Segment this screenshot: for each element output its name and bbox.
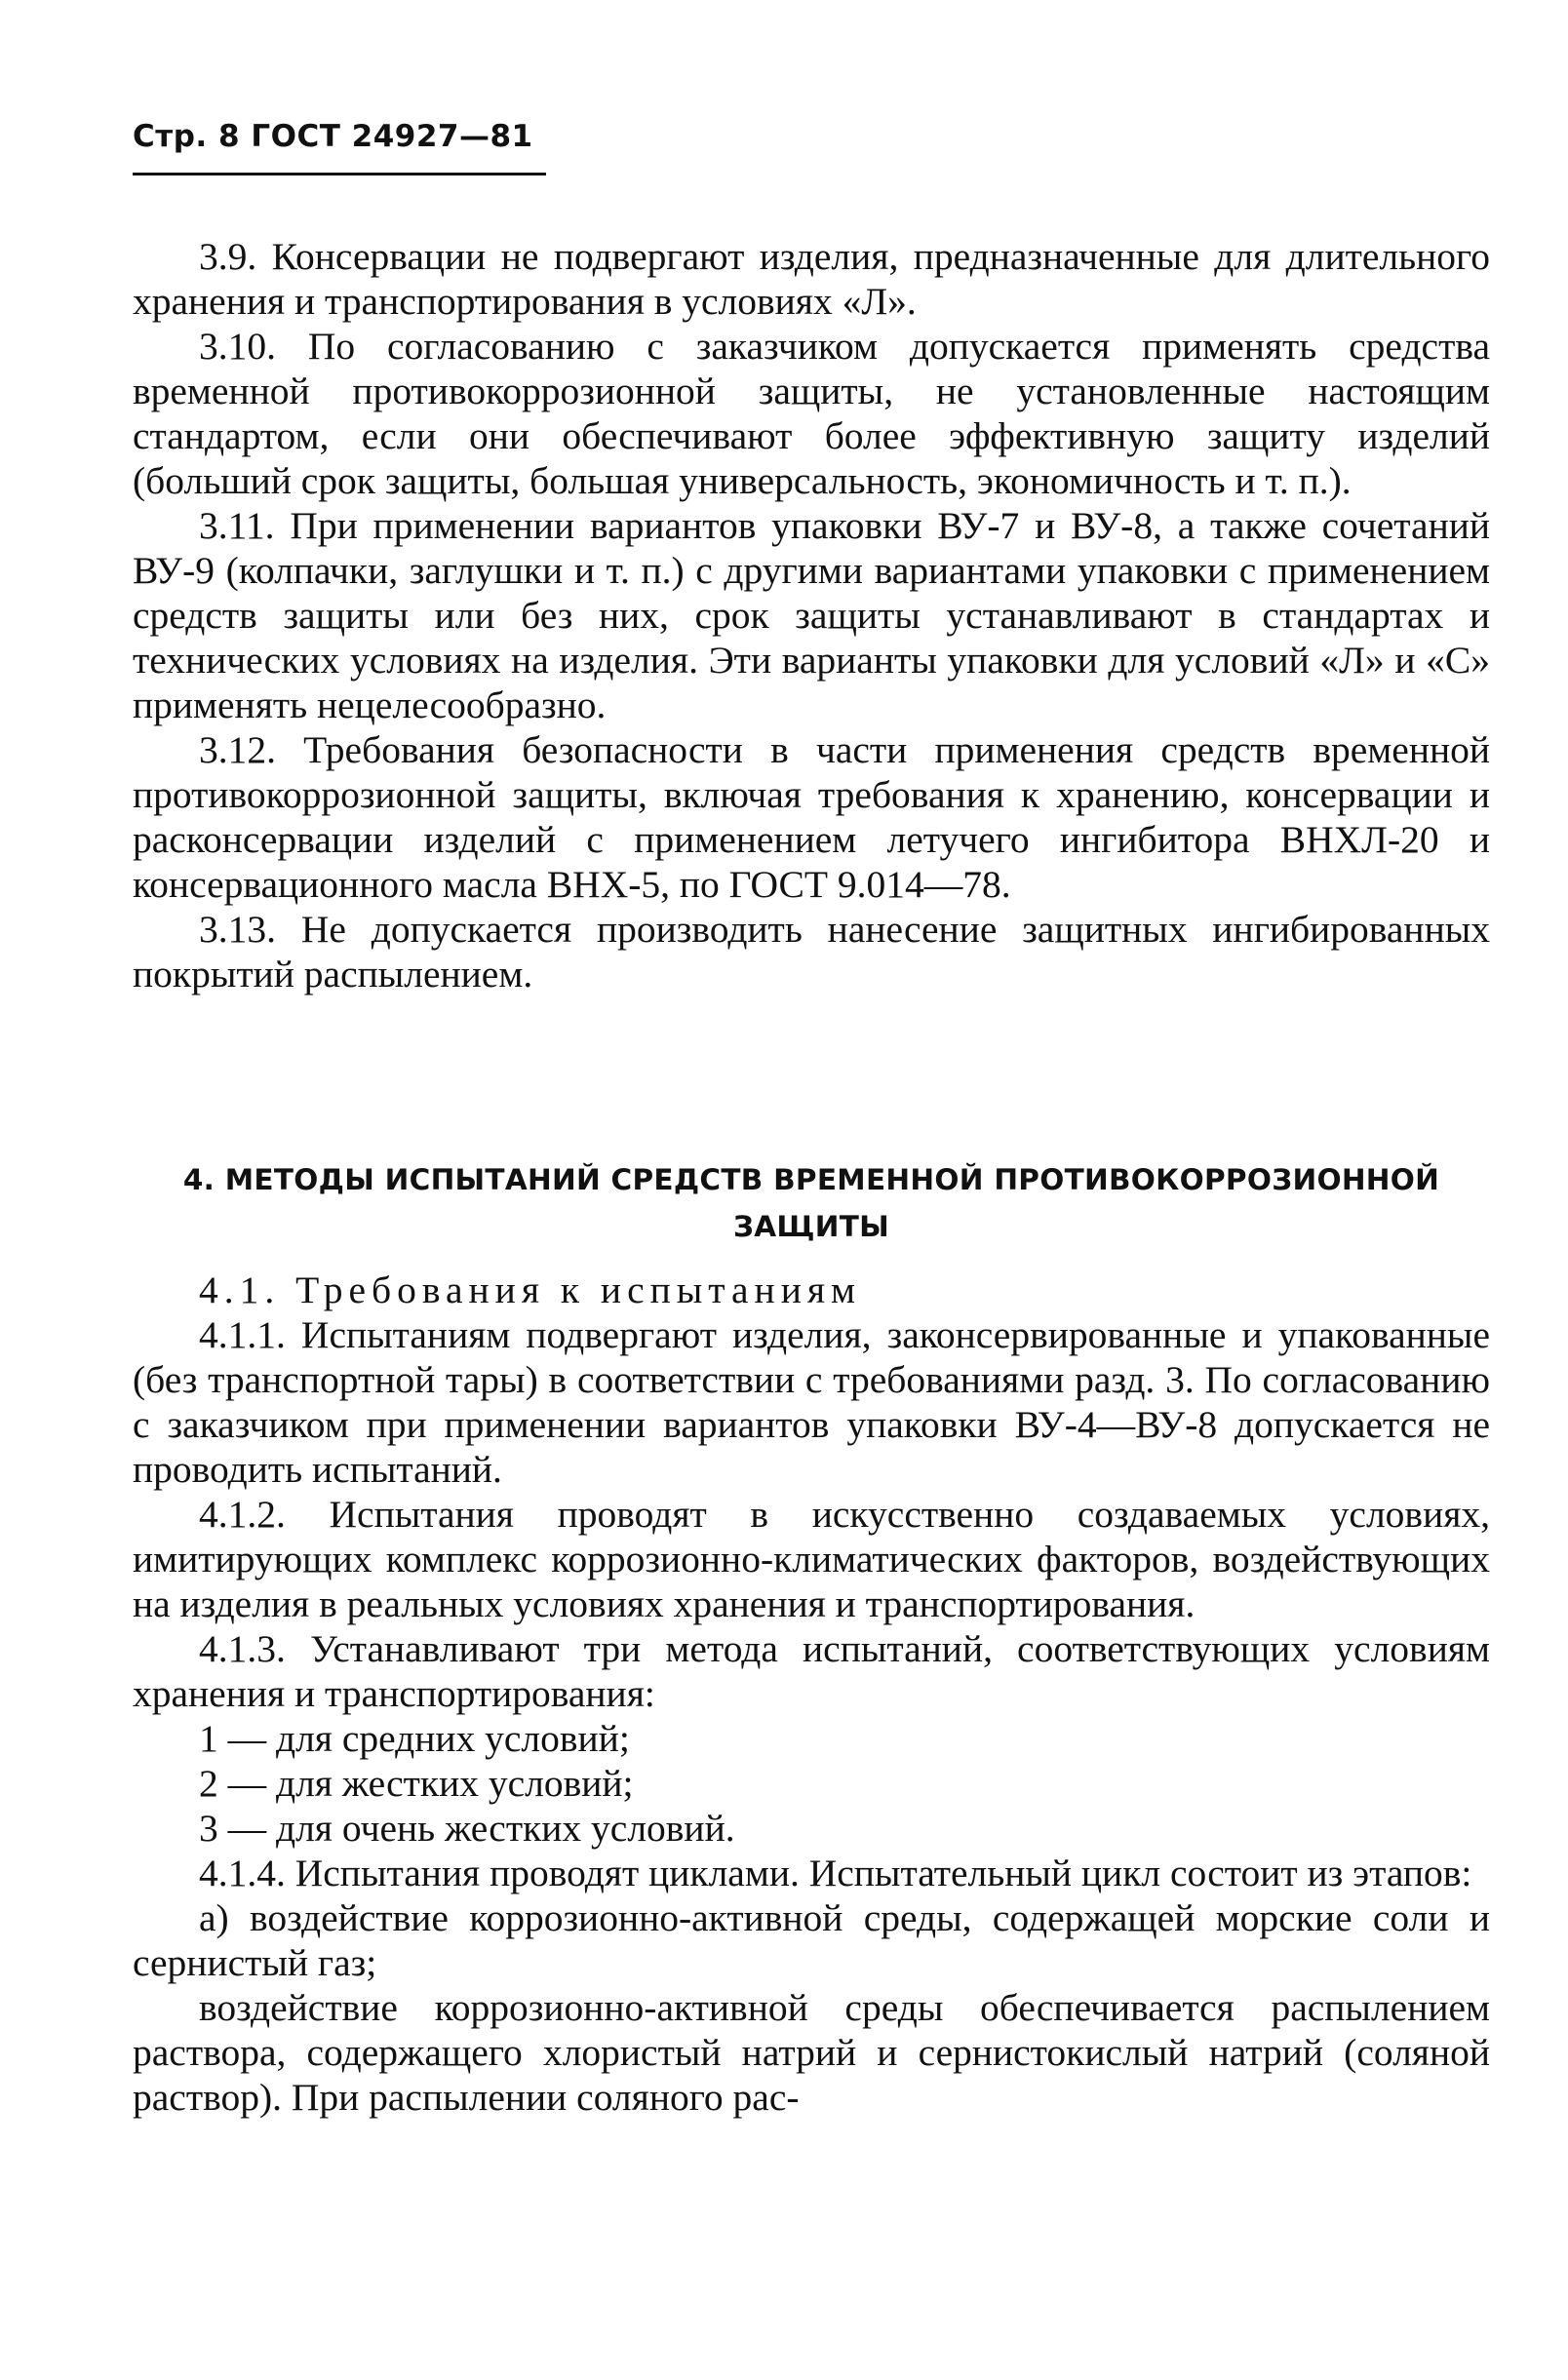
subheading-4-1: 4.1. Требования к испытаниям [199, 1268, 861, 1311]
clause-3-9: 3.9. Консервации не подвергают изделия, предназначенные для длительного хранения и транспортирования в условиях «Л». [133, 235, 1490, 323]
section-4-heading [133, 1156, 1490, 1250]
section-4-clauses [133, 1268, 1490, 2120]
section-4-heading-line2: ЗАЩИТЫ [732, 1210, 890, 1243]
method-2: 2 — для жестких условий; [199, 1762, 634, 1805]
running-head: Стр. 8 ГОСТ 24927—81 [133, 119, 533, 154]
method-3: 3 — для очень жестких условий. [199, 1807, 735, 1850]
clause-3-13: 3.13. Не допускается производить нанесение защитных ингибированных покрытий распылением. [133, 908, 1490, 995]
clause-3-11: 3.11. При применении вариантов упаковки ВУ-7 и ВУ-8, а также сочетаний ВУ-9 (колпачки, заглушки и т. п.) с другими вариантами упаковки с применением средств защиты или без них, срок защиты устанавливают в стандартах и технических условиях на изделия. Эти варианты упаковки для условий «Л» и «С» применять нецелесообразно. [133, 504, 1490, 726]
section-3-clauses [133, 234, 1490, 996]
clause-4-1-3: 4.1.3. Устанавливают три метода испытаний, соответствующих условиям хранения и транспортирования: [133, 1627, 1490, 1715]
clause-3-12: 3.12. Требования безопасности в части применения средств временной противокоррозионной защиты, включая требования к хранению, консервации и расконсервации изделий с применением летучего ингибитора ВНХЛ-20 и консервационного масла ВНХ-5, по ГОСТ 9.014—78. [133, 728, 1490, 906]
section-4-heading-line1: 4. МЕТОДЫ ИСПЫТАНИЙ СРЕДСТВ ВРЕМЕННОЙ ПРОТИВОКОРРОЗИОННОЙ [182, 1163, 1440, 1196]
clause-3-10: 3.10. По согласованию с заказчиком допускается применять средства временной противокоррозионной защиты, не установленные настоящим стандартом, если они обеспечивают более эффективную защиту изделий (больший срок защиты, большая универсальность, экономичность и т. п.). [133, 325, 1490, 502]
method-1: 1 — для средних условий; [199, 1717, 630, 1760]
stage-a: а) воздействие коррозионно-активной среды, содержащей морские соли и сернистый газ; [133, 1896, 1490, 1984]
clause-4-1-2: 4.1.2. Испытания проводят в искусственно создаваемых условиях, имитирующих комплекс коррозионно-климатических факторов, воздействующих на изделия в реальных условиях хранения и транспортирования. [133, 1493, 1490, 1625]
clause-4-1-1: 4.1.1. Испытаниям подвергают изделия, законсервированные и упакованные (без транспортной тары) в соответствии с требованиями разд. 3. По согласованию с заказчиком при применении вариантов упаковки ВУ-4—ВУ-8 допускается не проводить испытаний. [133, 1313, 1490, 1491]
header-rule [133, 173, 546, 176]
stage-a-detail: воздействие коррозионно-активной среды обеспечивается распылением раствора, содержащего хлористый натрий и сернистокислый натрий (соляной раствор). При распылении соляного рас- [133, 1986, 1490, 2119]
clause-4-1-4: 4.1.4. Испытания проводят циклами. Испытательный цикл состоит из этапов: [199, 1852, 1472, 1894]
